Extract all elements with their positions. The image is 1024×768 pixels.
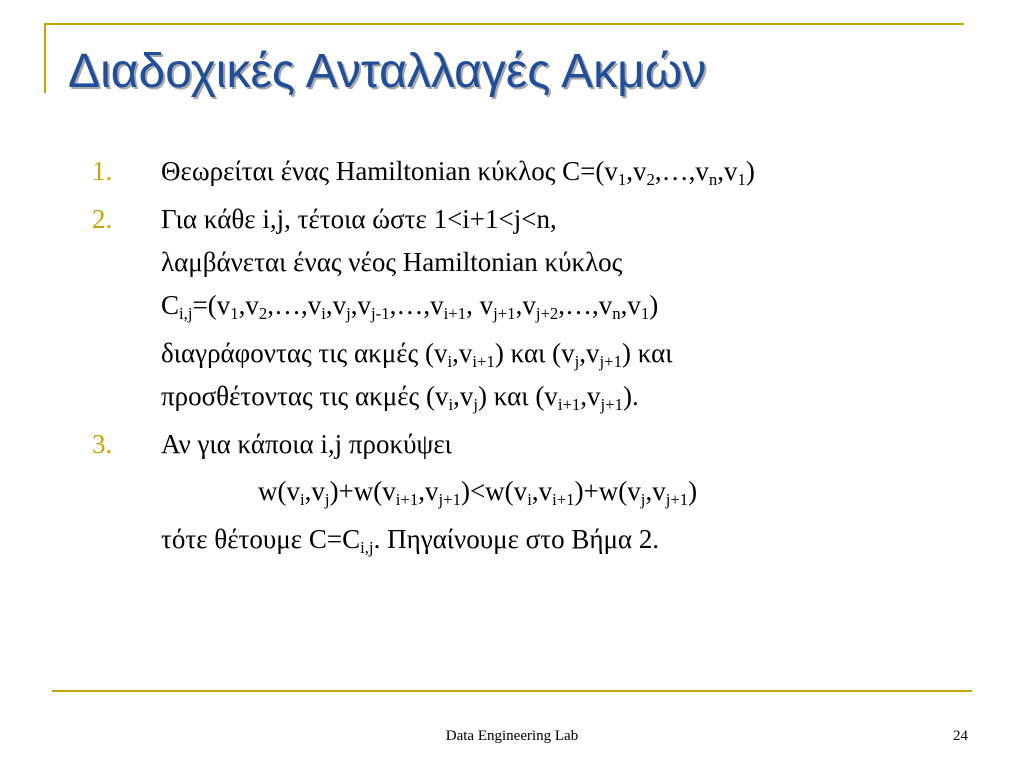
list-number-2: 2. [92, 204, 113, 234]
footer-rule [52, 690, 972, 692]
list-item-1-line-1: Θεωρείται ένας Hamiltonian κύκλος $C=(v_1,v_2,\dots,v_n,v_1)$ [161, 156, 755, 190]
list-item-3-line-1: Αν για κάποια i,j προκύψει [161, 429, 452, 459]
list-item-3-line-3: τότε θέτουμε $C=C_{i,j}$. Πηγαίνουμε στο Βήμα 2. [161, 524, 660, 558]
list-number-1: 1. [92, 156, 113, 186]
list-number-3: 3. [92, 429, 113, 459]
page-number: 24 [953, 728, 968, 744]
list-item-2-line-3: $C_{i,j}=(v_1,v_2,\dots,v_i,v_j,v_{j-1},\dots,v_{i+1}$, $v_{j+1},v_{j+2},\dots,v_n,v_1$) [161, 290, 659, 324]
list-item-2-line-4: διαγράφοντας τις ακμές $(v_i,v_{i+1})$ και $(v_j,v_{j+1})$ και [161, 338, 673, 372]
list-item-2-line-2: λαμβάνεται ένας νέος Hamiltonian κύκλος [161, 247, 623, 277]
footer-label: Data Engineering Lab [445, 728, 579, 744]
slide-title: Διαδοχικές Ανταλλαγές Ακμών [68, 45, 707, 98]
list-item-2-line-5: προσθέτοντας τις ακμές $(v_i,v_j)$ και $(v_{i+1},v_{j+1})$. [161, 381, 639, 415]
list-item-3-formula: $w(v_i,v_j)+w(v_{i+1},v_{j+1})<w(v_i,v_{i+1})+w(v_j,v_{j+1})$ [258, 476, 698, 510]
list-item-2-line-1: Για κάθε i,j, τέτοια ώστε 1<i+1<j<n, [161, 204, 557, 234]
